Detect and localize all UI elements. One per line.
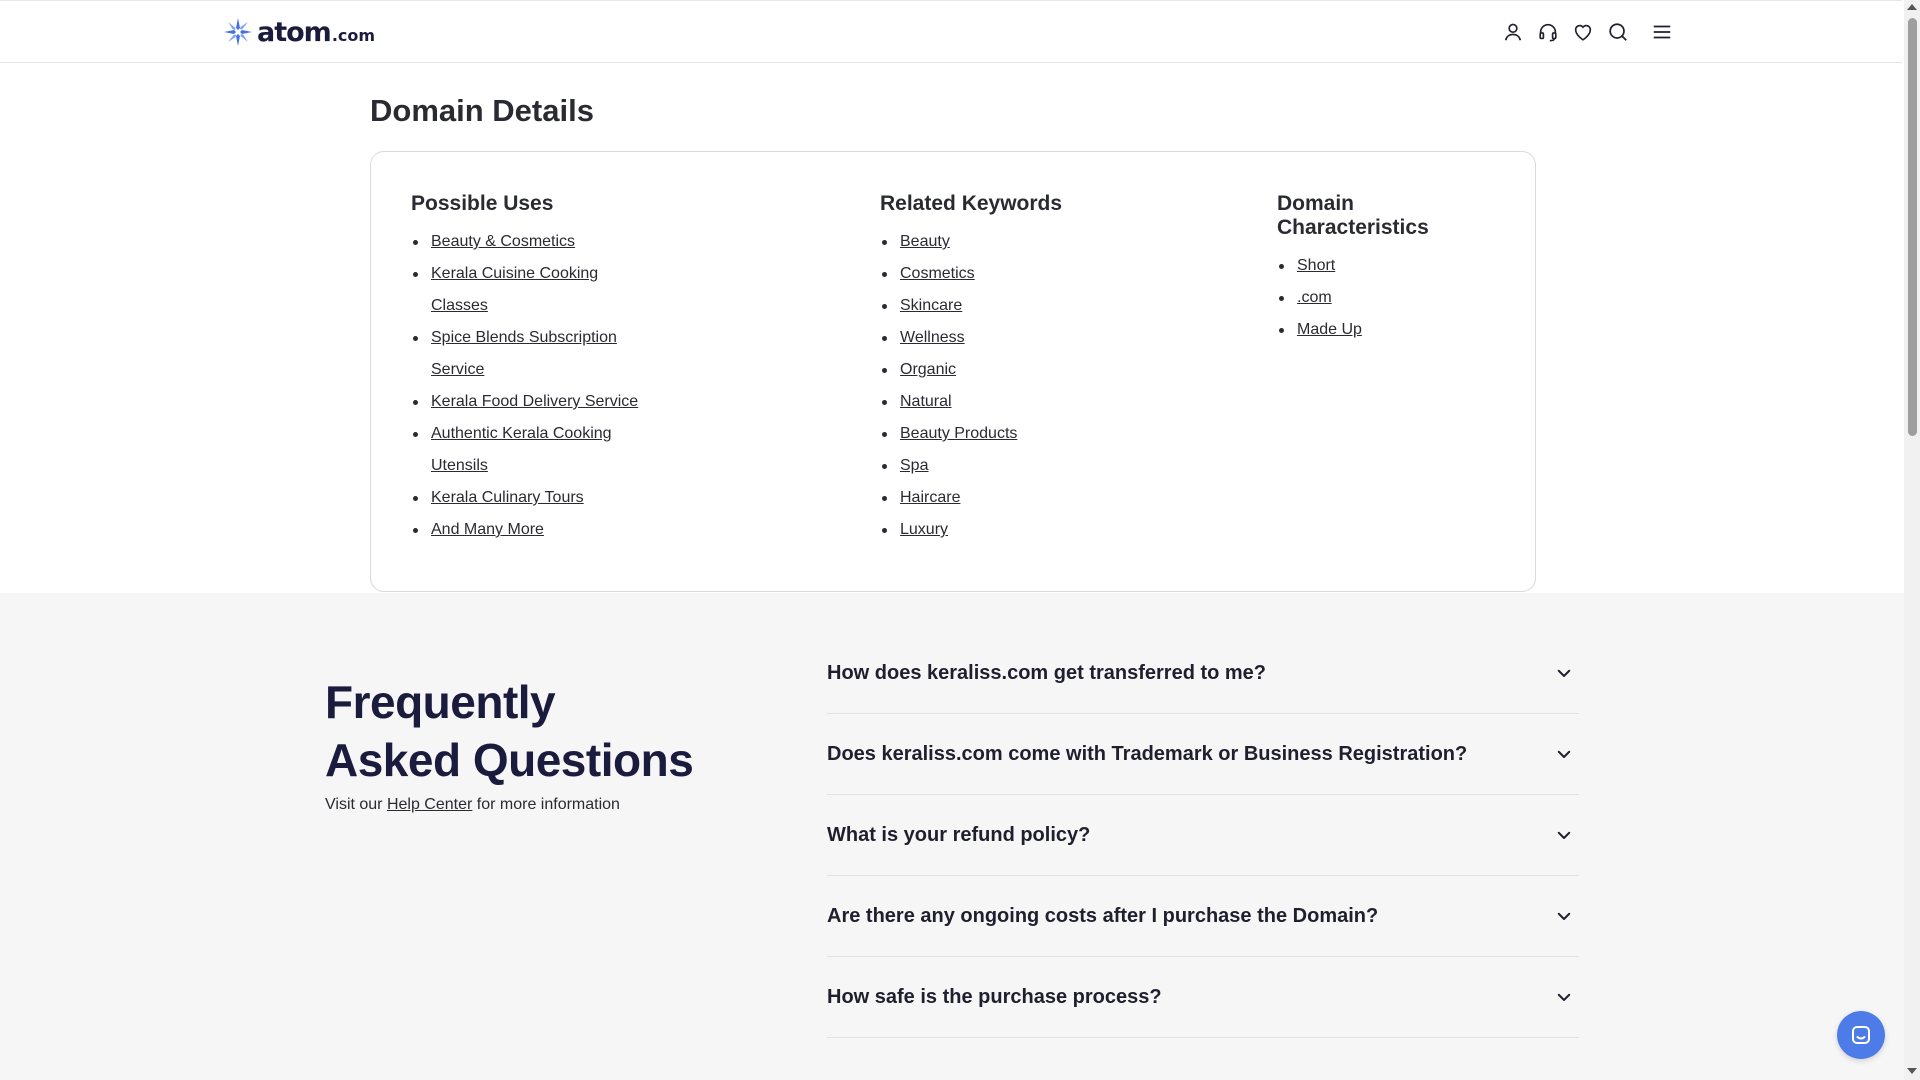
possible-use-link[interactable]: Kerala Cuisine Cooking Classes <box>431 265 599 314</box>
possible-use-link[interactable]: Kerala Culinary Tours <box>431 489 584 506</box>
list-item <box>411 322 651 386</box>
list-item <box>411 514 651 546</box>
faq-heading <box>325 673 693 789</box>
chevron-down-icon <box>1555 664 1573 682</box>
list-item <box>411 258 651 322</box>
faq-subtext <box>325 796 620 814</box>
user-icon[interactable] <box>1500 19 1526 45</box>
keyword-link[interactable]: Luxury <box>900 521 949 538</box>
list-item <box>880 226 1140 258</box>
chevron-down-icon <box>1555 988 1573 1006</box>
faq-question: What is your refund policy? <box>827 823 1091 846</box>
hamburger-menu-icon[interactable] <box>1649 19 1675 45</box>
logo-tld: .com <box>331 26 376 45</box>
possible-use-link[interactable]: Authentic Kerala Cooking Utensils <box>431 425 612 474</box>
list-item <box>880 290 1140 322</box>
list-item <box>880 482 1140 514</box>
faq-heading-line-2: Asked Questions <box>325 734 694 786</box>
list-item <box>880 386 1140 418</box>
related-keywords-heading: Related Keywords <box>880 192 1063 215</box>
scroll-down-arrow-icon[interactable] <box>1907 1068 1917 1074</box>
keyword-link[interactable]: Beauty <box>900 233 950 250</box>
header-icon-group <box>1500 19 1675 45</box>
headset-icon[interactable] <box>1535 19 1561 45</box>
list-item <box>880 258 1140 290</box>
list-item <box>411 226 651 258</box>
list-item <box>1277 250 1507 282</box>
search-icon[interactable] <box>1605 19 1631 45</box>
keyword-link[interactable]: Skincare <box>900 297 963 314</box>
faq-item[interactable] <box>827 714 1579 795</box>
domain-characteristics-list <box>1277 250 1507 346</box>
faq-question: Does keraliss.com come with Trademark or Business Registration? <box>827 742 1468 765</box>
characteristic-link[interactable]: Made Up <box>1297 321 1362 338</box>
chevron-down-icon <box>1555 907 1573 925</box>
possible-use-link[interactable]: Kerala Food Delivery Service <box>431 393 639 410</box>
list-item <box>411 386 651 418</box>
possible-use-link[interactable]: And Many More <box>431 521 544 538</box>
possible-use-link[interactable]: Beauty & Cosmetics <box>431 233 576 250</box>
faq-item[interactable] <box>827 795 1579 876</box>
keyword-link[interactable]: Organic <box>900 361 957 378</box>
keyword-link[interactable]: Beauty Products <box>900 425 1018 442</box>
possible-uses-heading: Possible Uses <box>411 192 554 215</box>
keyword-link[interactable]: Wellness <box>900 329 965 346</box>
list-item <box>1277 314 1507 346</box>
characteristic-link[interactable]: .com <box>1297 289 1332 306</box>
chat-icon <box>1849 1023 1873 1047</box>
faq-question: How safe is the purchase process? <box>827 985 1162 1008</box>
list-item <box>1277 282 1507 314</box>
list-item <box>880 514 1140 546</box>
faq-heading-line-1: Frequently <box>325 676 556 728</box>
heart-icon[interactable] <box>1570 19 1596 45</box>
scrollbar-thumb[interactable] <box>1908 18 1917 436</box>
list-item <box>880 418 1140 450</box>
chevron-down-icon <box>1555 745 1573 763</box>
keyword-link[interactable]: Spa <box>900 457 929 474</box>
domain-characteristics-column <box>1277 192 1507 346</box>
faq-item[interactable] <box>827 957 1579 1038</box>
faq-section <box>0 593 1904 1080</box>
chat-widget-button[interactable] <box>1837 1011 1885 1059</box>
keyword-link[interactable]: Cosmetics <box>900 265 975 282</box>
list-item <box>880 450 1140 482</box>
top-navigation-bar <box>0 0 1902 63</box>
scroll-up-arrow-icon[interactable] <box>1907 4 1917 10</box>
faq-item[interactable] <box>827 633 1579 714</box>
list-item <box>411 418 651 482</box>
faq-item[interactable] <box>827 876 1579 957</box>
atom-star-logo-icon <box>223 17 253 47</box>
related-keywords-column <box>880 192 1140 546</box>
faq-question: How does keraliss.com get transferred to me? <box>827 661 1267 684</box>
faq-question: Are there any ongoing costs after I purchase the Domain? <box>827 904 1379 927</box>
domain-characteristics-heading: Domain Characteristics <box>1277 192 1429 239</box>
faq-subtext-prefix: Visit our <box>325 796 387 813</box>
keyword-link[interactable]: Natural <box>900 393 952 410</box>
list-item <box>411 482 651 514</box>
list-item <box>880 354 1140 386</box>
faq-accordion <box>827 633 1579 1038</box>
keyword-link[interactable]: Haircare <box>900 489 961 506</box>
related-keywords-list <box>880 226 1140 546</box>
possible-uses-list <box>411 226 651 546</box>
possible-uses-column <box>411 192 651 546</box>
domain-details-title: Domain Details <box>370 93 594 128</box>
faq-subtext-suffix: for more information <box>472 796 620 813</box>
help-center-link[interactable]: Help Center <box>386 796 473 813</box>
domain-details-card <box>370 151 1536 592</box>
chevron-down-icon <box>1555 826 1573 844</box>
possible-use-link[interactable]: Spice Blends Subscription Service <box>431 329 617 378</box>
characteristic-link[interactable]: Short <box>1297 257 1336 274</box>
atom-logo[interactable] <box>223 16 375 48</box>
logo-wordmark: atom <box>257 16 331 48</box>
list-item <box>880 322 1140 354</box>
